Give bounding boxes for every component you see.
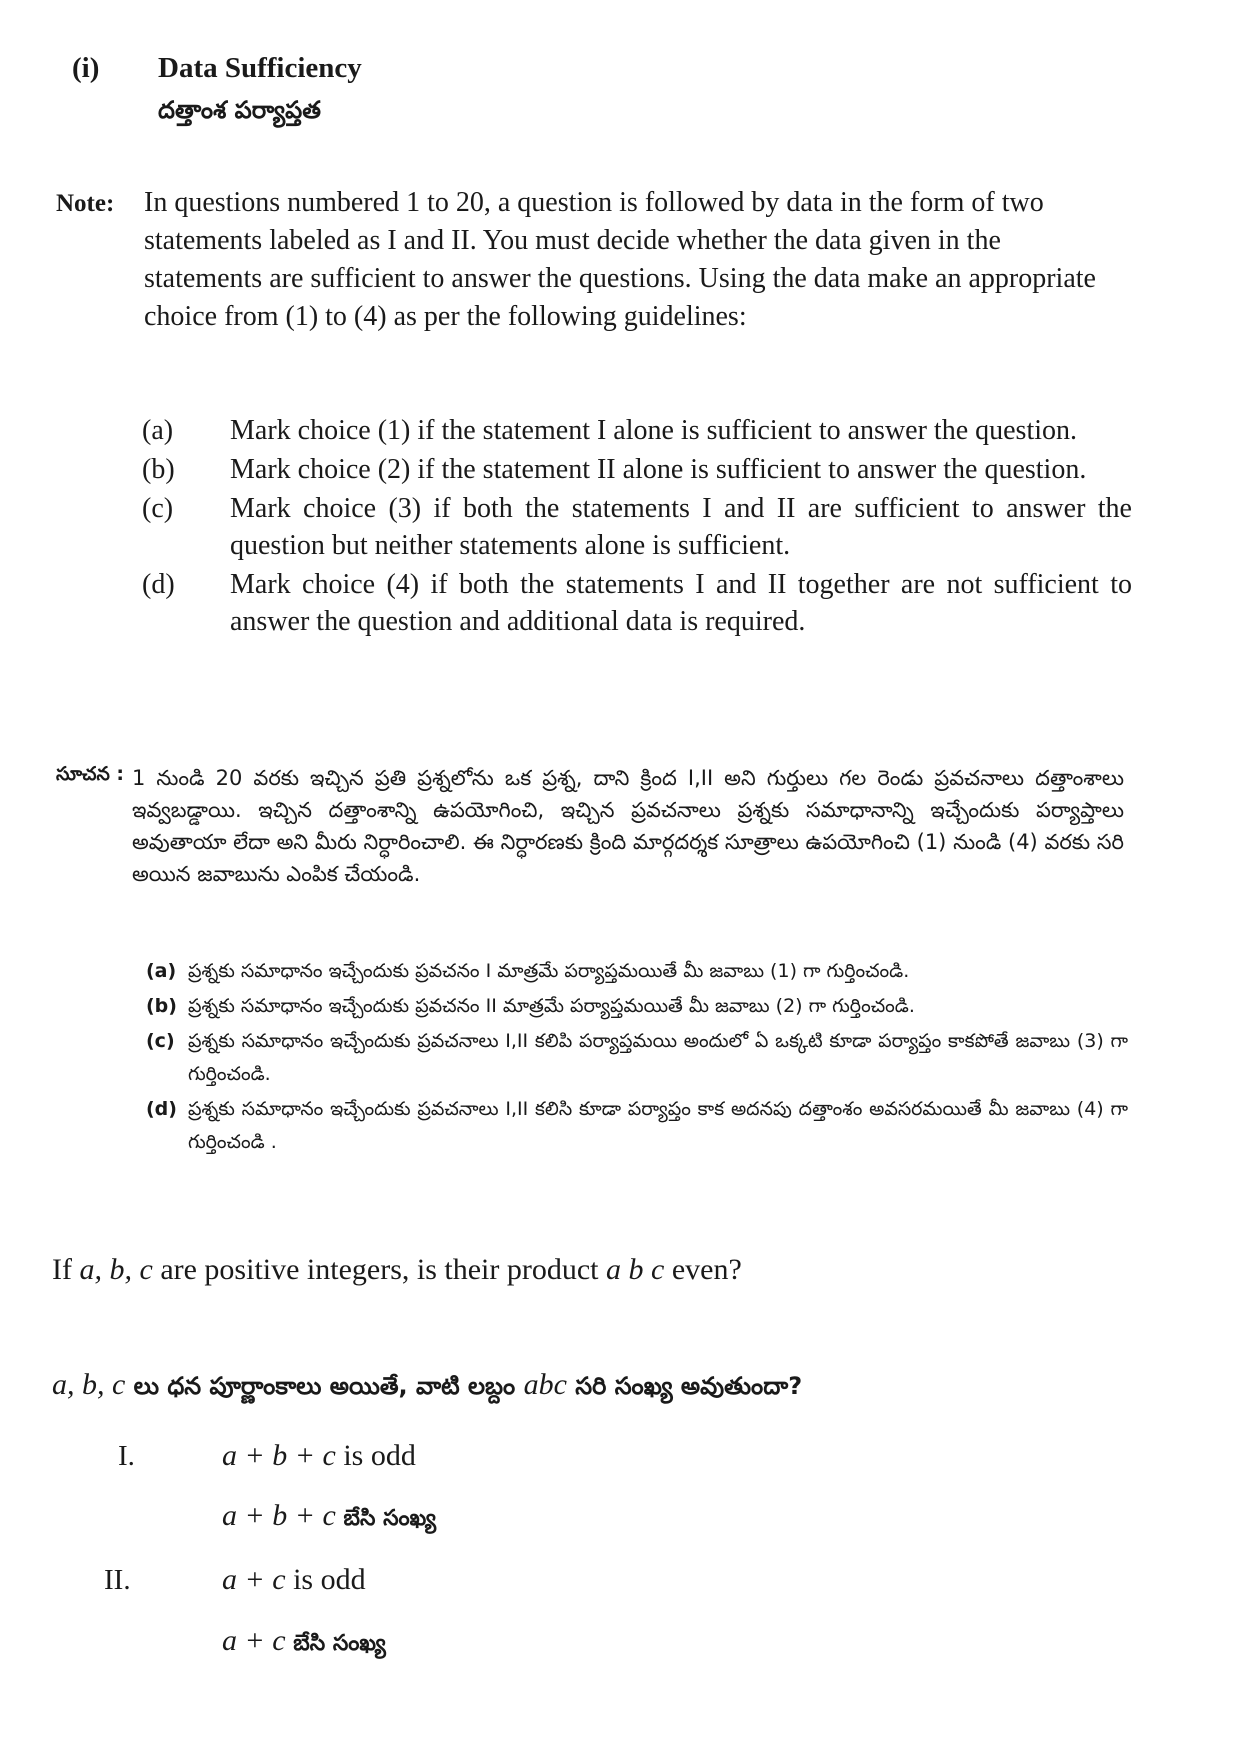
question-suffix: even? [664,1253,742,1286]
guideline-label: (a) [142,415,174,446]
statement-english [222,1563,366,1597]
statement-expression: a + c [222,1563,286,1596]
question-english [52,1253,742,1287]
section-title: Data Sufficiency [158,52,362,84]
guideline-label: (c) [142,493,174,524]
question-telugu [52,1368,802,1406]
question-expression: a b c [606,1253,665,1286]
telugu-note-text: 1 నుండి 20 వరకు ఇచ్చిన ప్రతి ప్రశ్నలోను ఒక ప్రశ్న, దాని క్రింద I,II అని గుర్తులు గల రెండు ప్రవచనాలు దత్తాంశాలు ఇవ్వబడ్డాయి. ఇచ్చిన దత్తాంశాన్ని ఉపయోగించి, ఇచ్చిన ప్రవచనాలు ప్రశ్నకు సమాధానాన్ని ఇచ్చేందుకు పర్యాప్తాలు అవుతాయా లేదా అని మీరు నిర్ధారించాలి. ఈ నిర్ధారణకు క్రింది మార్గదర్శక సూత్రాలు ఉపయోగించి (1) నుండి (4) వరకు సరి అయిన జవాబును ఎంపిక చేయండి. [132,766,1124,886]
telugu-guideline-label: (b) [146,995,177,1017]
question-middle: are positive integers, is their product [152,1253,607,1286]
statement-telugu [222,1499,436,1536]
guideline-label: (d) [142,569,175,600]
guideline-item [142,451,1132,488]
question-telugu-variables: a, b, c [52,1368,126,1401]
statement-expression: a + c [222,1624,286,1657]
guideline-item [142,490,1132,564]
telugu-guideline-label: (d) [146,1098,177,1120]
telugu-guideline-item [146,955,1128,988]
note-label: Note: [56,190,115,217]
telugu-guideline-item [146,1093,1128,1159]
question-telugu-expression: abc [523,1368,567,1401]
telugu-guideline-label: (a) [146,960,177,982]
statement-label: I. [118,1440,135,1472]
telugu-guidelines-list [146,955,1128,1161]
telugu-guideline-text: ప్రశ్నకు సమాధానం ఇచ్చేందుకు ప్రవచనాలు I,II కలిపి పర్యాప్తమయి అందులో ఏ ఒక్కటి కూడా పర్యాప్తం కాకపోతే జవాబు (3) గా గుర్తించండి. [188,1030,1128,1085]
guideline-text: Mark choice (4) if both the statements I and II together are not sufficient to answer the question and additional data is required. [230,569,1132,637]
telugu-note-label: సూచన : [56,763,125,785]
guideline-label: (b) [142,454,175,485]
statement-english-text: is odd [335,1439,416,1472]
telugu-guideline-label: (c) [146,1030,175,1052]
telugu-guideline-text: ప్రశ్నకు సమాధానం ఇచ్చేందుకు ప్రవచనం I మాత్రమే పర్యాప్తమయితే మీ జవాబు (1) గా గుర్తించండి. [188,960,910,982]
telugu-guideline-item [146,1025,1128,1091]
question-telugu-middle: లు ధన పూర్ణాంకాలు అయితే, వాటి లబ్దం [125,1372,524,1400]
guideline-text: Mark choice (2) if the statement II alone is sufficient to answer the question. [230,454,1087,485]
statement-label: II. [104,1564,131,1596]
guideline-text: Mark choice (3) if both the statements I and II are sufficient to answer the question but neither statements alone is sufficient. [230,493,1132,561]
statement-telugu-text: బేసి సంఖ్య [285,1631,386,1656]
guideline-text: Mark choice (1) if the statement I alone is sufficient to answer the question. [230,415,1077,446]
statement-telugu [222,1624,386,1661]
question-prefix: If [52,1253,80,1286]
statement-expression: a + b + c [222,1499,336,1532]
telugu-guideline-item [146,990,1128,1023]
guidelines-list [142,412,1132,642]
statement-telugu-text: బేసి సంఖ్య [335,1506,437,1531]
section-number: (i) [72,52,100,84]
note-text: In questions numbered 1 to 20, a question is followed by data in the form of two statements labeled as I and II. You must decide whether the data given in the statements are sufficient to answer the questions. Using the data make an appropriate choice from (1) to (4) as per the following guidelines: [144,187,1096,332]
question-telugu-suffix: సరి సంఖ్య అవుతుందా? [566,1372,803,1400]
statement-english-text: is odd [285,1563,366,1596]
telugu-guideline-text: ప్రశ్నకు సమాధానం ఇచ్చేందుకు ప్రవచనాలు I,II కలిసి కూడా పర్యాప్తం కాక అదనపు దత్తాంశం అవసరమయితే మీ జవాబు (4) గా గుర్తించండి . [188,1098,1128,1153]
guideline-item [142,412,1132,449]
section-title-telugu: దత్తాంశ పర్యాప్తత [158,96,321,124]
statement-english [222,1439,416,1473]
statement-expression: a + b + c [222,1439,336,1472]
question-variables: a, b, c [79,1253,153,1286]
guideline-item [142,566,1132,640]
telugu-guideline-text: ప్రశ్నకు సమాధానం ఇచ్చేందుకు ప్రవచనం II మాత్రమే పర్యాప్తమయితే మీ జవాబు (2) గా గుర్తించండి. [188,995,915,1017]
